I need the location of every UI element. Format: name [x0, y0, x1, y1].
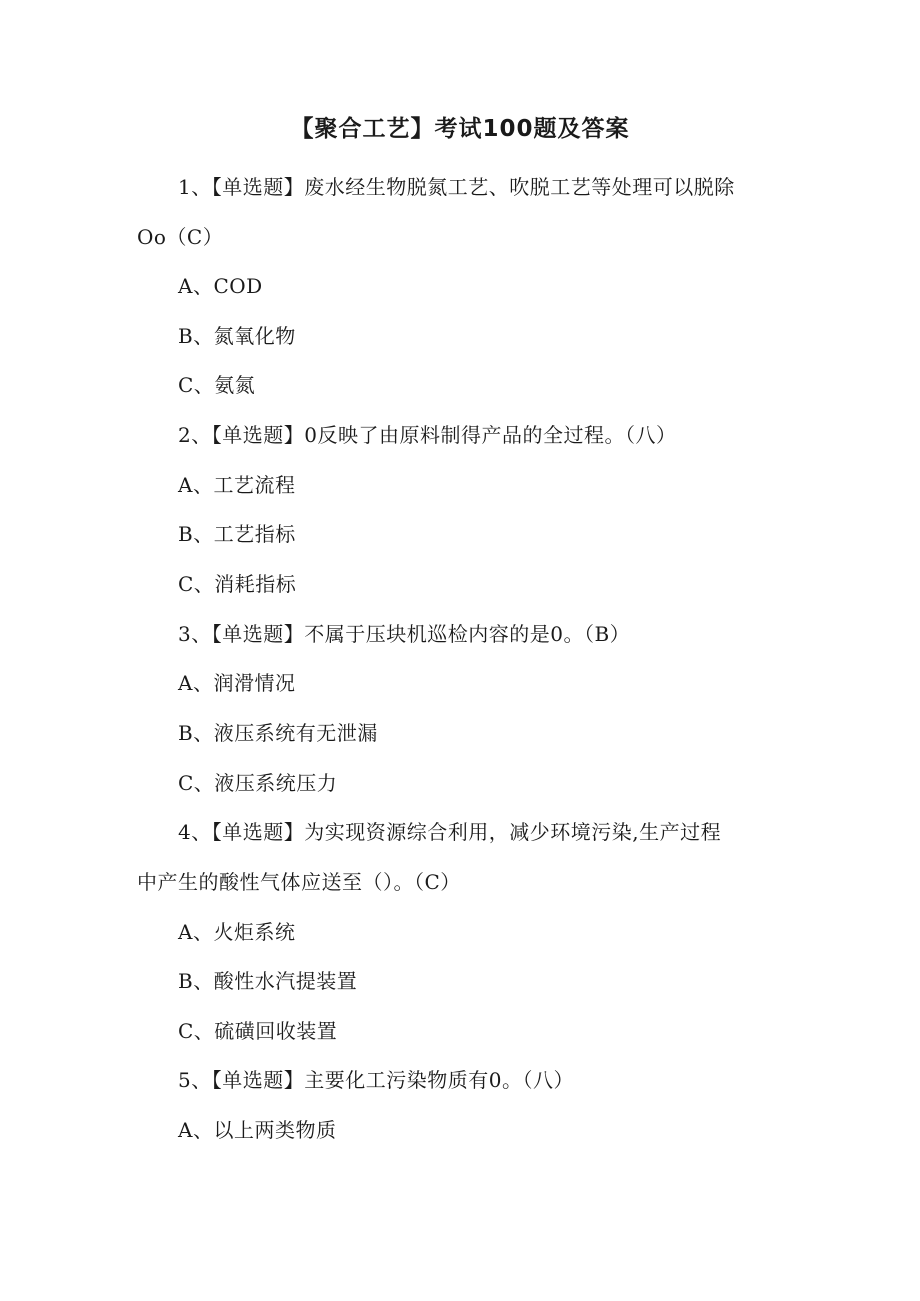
question-1-option-a: A、COD [178, 274, 263, 298]
question-4-stem: 4、【单选题】为实现资源综合利用，减少环境污染,生产过程 [178, 820, 722, 844]
page-title: 【聚合工艺】考试100题及答案 [290, 116, 630, 142]
question-3-stem: 3、【单选题】不属于压块机巡检内容的是0。（B） [178, 622, 631, 646]
question-3-option-b: B、液压系统有无泄漏 [178, 721, 378, 745]
question-1-option-b: B、氮氧化物 [178, 324, 296, 348]
question-3-option-c: C、液压系统压力 [178, 771, 338, 795]
question-4-option-c: C、硫磺回收装置 [178, 1019, 338, 1043]
question-2-option-a: A、工艺流程 [178, 473, 296, 497]
question-2-option-c: C、消耗指标 [178, 572, 297, 596]
question-4-stem-continued: 中产生的酸性气体应送至（）。（C） [137, 870, 461, 894]
question-2-stem: 2、【单选题】0反映了由原料制得产品的全过程。（八） [178, 423, 677, 447]
question-1-option-c: C、氨氮 [178, 373, 256, 397]
question-5-option-a: A、以上两类物质 [178, 1118, 337, 1142]
question-5-stem: 5、【单选题】主要化工污染物质有0。（八） [178, 1068, 574, 1092]
question-4-option-a: A、火炬系统 [178, 920, 296, 944]
question-1-stem-continued: Oo（C） [137, 225, 224, 249]
question-2-option-b: B、工艺指标 [178, 522, 296, 546]
question-4-option-b: B、酸性水汽提装置 [178, 969, 358, 993]
question-1-stem: 1、【单选题】废水经生物脱氮工艺、吹脱工艺等处理可以脱除 [178, 175, 735, 199]
question-3-option-a: A、润滑情况 [178, 671, 296, 695]
